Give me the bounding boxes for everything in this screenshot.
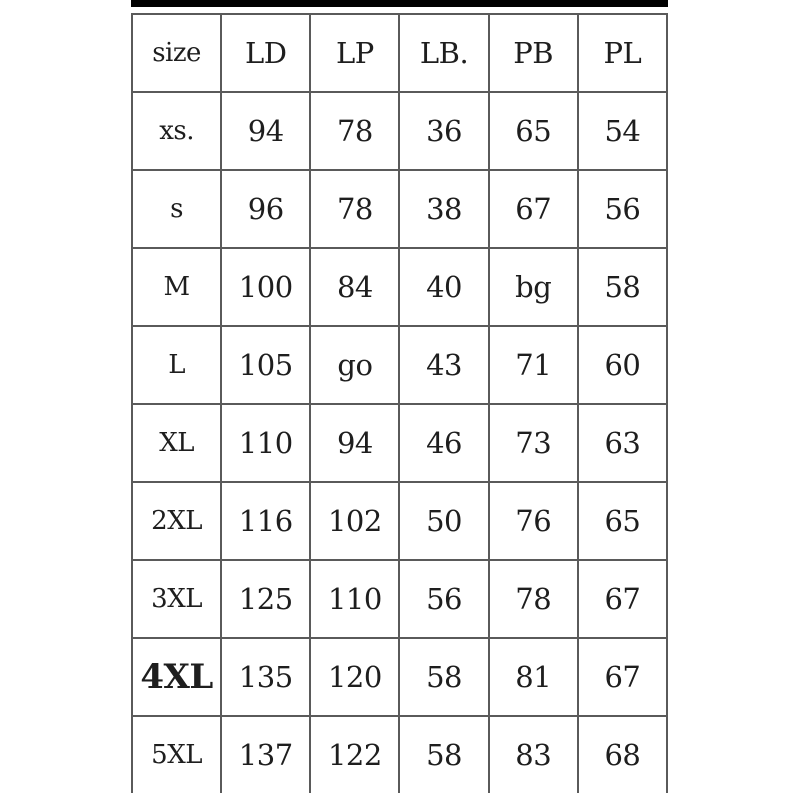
size-cell: 4XL — [132, 638, 221, 716]
size-chart-sheet — [131, 7, 668, 800]
table-cell: go — [310, 326, 399, 404]
table-cell: 67 — [489, 170, 578, 248]
table-cell: 125 — [221, 560, 310, 638]
table-cell: 40 — [399, 248, 488, 326]
size-cell: 2XL — [132, 482, 221, 560]
table-cell: 135 — [221, 638, 310, 716]
header-lp: LP — [310, 14, 399, 92]
table-cell: 46 — [399, 404, 488, 482]
table-cell: 105 — [221, 326, 310, 404]
table-cell: 65 — [578, 482, 667, 560]
table-cell: 73 — [489, 404, 578, 482]
table-cell: 137 — [221, 716, 310, 793]
table-cell: 78 — [489, 560, 578, 638]
table-cell: 56 — [399, 560, 488, 638]
size-cell: L — [132, 326, 221, 404]
table-cell: 83 — [489, 716, 578, 793]
top-black-bar — [131, 0, 668, 7]
table-row — [132, 482, 667, 560]
table-cell: 100 — [221, 248, 310, 326]
table-row — [132, 716, 667, 793]
table-row — [132, 326, 667, 404]
table-cell: 116 — [221, 482, 310, 560]
header-ld: LD — [221, 14, 310, 92]
table-cell: 68 — [578, 716, 667, 793]
table-cell: 63 — [578, 404, 667, 482]
table-cell: 60 — [578, 326, 667, 404]
table-cell: 58 — [578, 248, 667, 326]
table-cell: 110 — [310, 560, 399, 638]
table-cell: 120 — [310, 638, 399, 716]
table-cell: 76 — [489, 482, 578, 560]
table-cell: 67 — [578, 638, 667, 716]
table-row — [132, 638, 667, 716]
table-cell: 54 — [578, 92, 667, 170]
size-cell: 3XL — [132, 560, 221, 638]
table-cell: 43 — [399, 326, 488, 404]
header-size: size — [132, 14, 221, 92]
size-cell: XL — [132, 404, 221, 482]
table-cell: 78 — [310, 170, 399, 248]
table-cell: 58 — [399, 716, 488, 793]
table-row — [132, 404, 667, 482]
table-cell: 122 — [310, 716, 399, 793]
header-pl: PL — [578, 14, 667, 92]
table-row — [132, 248, 667, 326]
size-cell: M — [132, 248, 221, 326]
table-row — [132, 92, 667, 170]
table-cell: 110 — [221, 404, 310, 482]
table-cell: 102 — [310, 482, 399, 560]
table-row — [132, 170, 667, 248]
table-cell: 94 — [310, 404, 399, 482]
table-cell: bg — [489, 248, 578, 326]
table-cell: 56 — [578, 170, 667, 248]
table-cell: 38 — [399, 170, 488, 248]
table-cell: 36 — [399, 92, 488, 170]
table-cell: 65 — [489, 92, 578, 170]
header-row — [132, 14, 667, 92]
table-cell: 94 — [221, 92, 310, 170]
table-row — [132, 560, 667, 638]
header-lb: LB. — [399, 14, 488, 92]
table-cell: 67 — [578, 560, 667, 638]
table-cell: 78 — [310, 92, 399, 170]
size-cell: xs. — [132, 92, 221, 170]
table-cell: 58 — [399, 638, 488, 716]
size-chart-table — [131, 13, 668, 793]
table-cell: 84 — [310, 248, 399, 326]
table-cell: 81 — [489, 638, 578, 716]
table-cell: 71 — [489, 326, 578, 404]
size-cell: 5XL — [132, 716, 221, 793]
header-pb: PB — [489, 14, 578, 92]
size-cell: s — [132, 170, 221, 248]
table-cell: 96 — [221, 170, 310, 248]
table-cell: 50 — [399, 482, 488, 560]
